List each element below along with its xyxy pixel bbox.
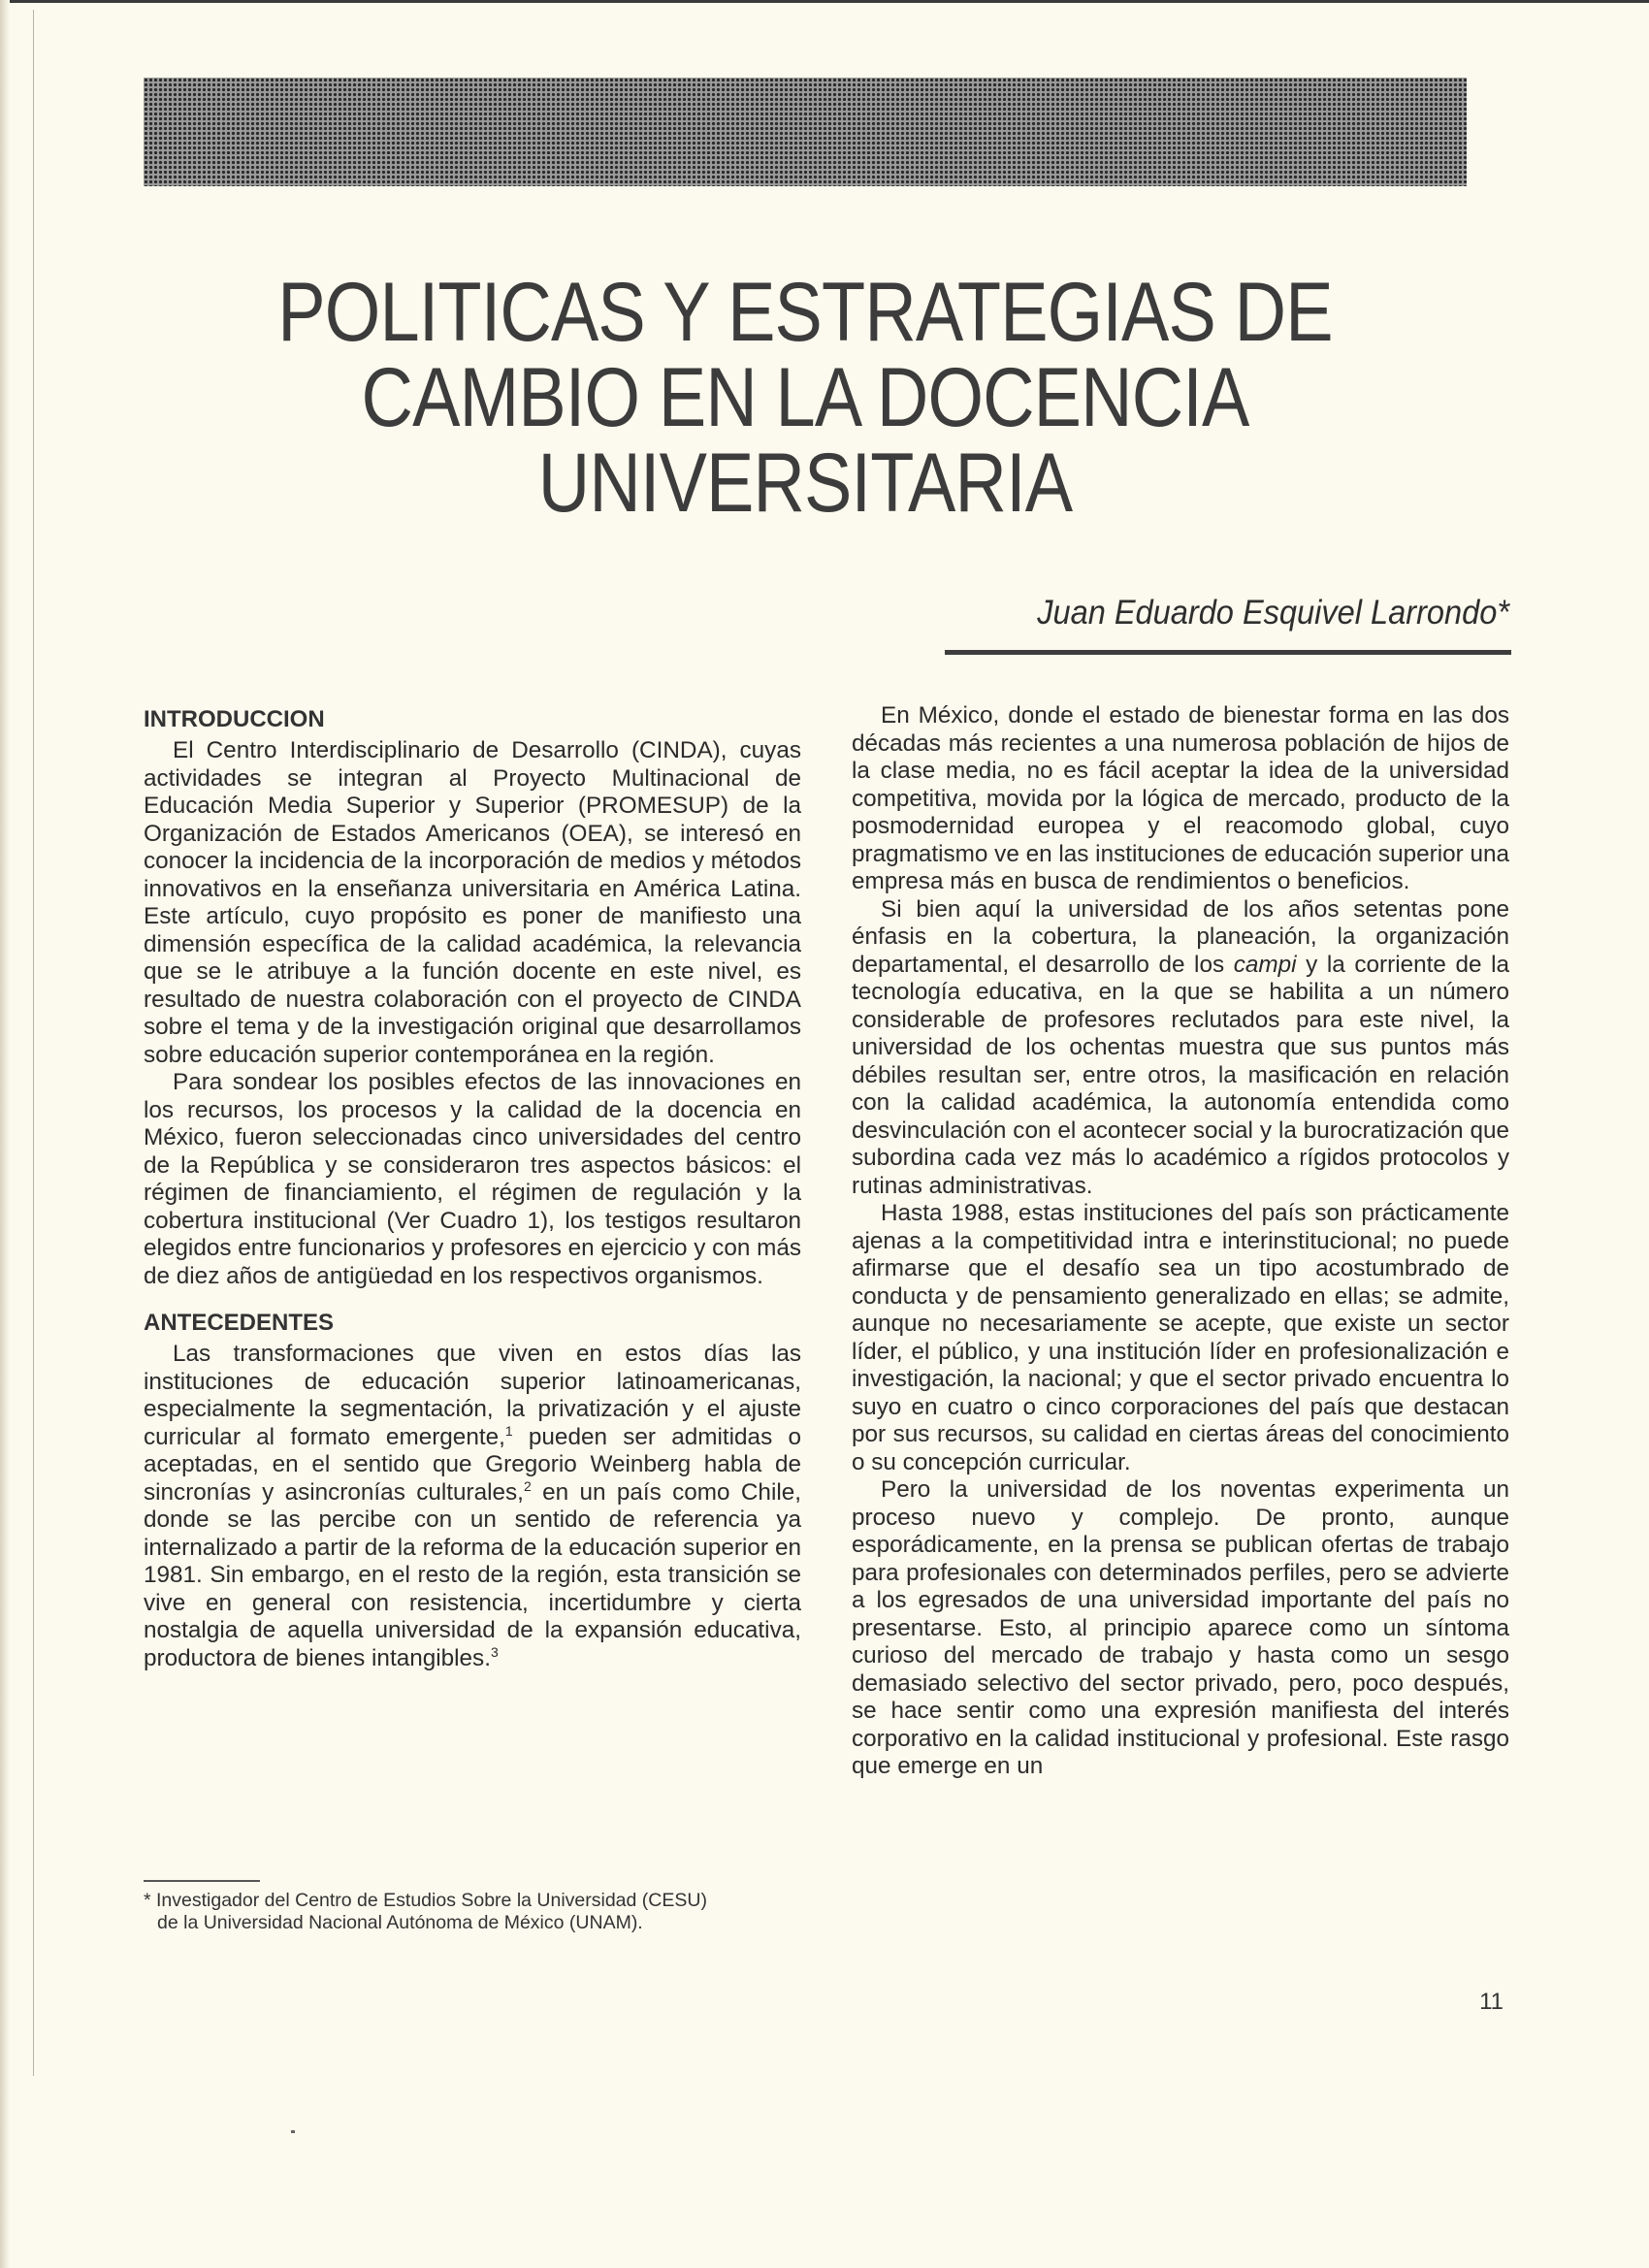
halftone-header-band	[144, 78, 1467, 186]
footnote-line-1: Investigador del Centro de Estudios Sobre la Universidad (CESU)	[150, 1890, 707, 1911]
page-edge-shadow	[0, 0, 10, 2268]
author-footnote	[144, 1890, 813, 1934]
paragraph: Pero la universidad de los noventas experimenta un proceso nuevo y complejo. De pronto, aunque esporádicamente, en la prensa se publican ofertas de trabajo para profesionales con determinados perfiles, pero se advierte a los egresados de una universidad importante del país no presentarse. Esto, al principio aparece como un síntoma curioso del mercado de trabajo y hasta como un sesgo demasiado selectivo del sector privado, pero, poco después, se hace sentir como una expresión manifiesta del interés corporativo en la calidad institucional y profesional. Este rasgo que emerge en un	[852, 1476, 1509, 1779]
italic-term: campi	[1233, 951, 1297, 978]
paragraph	[144, 1341, 801, 1672]
footnote-marker: *	[144, 1890, 151, 1911]
footnote-ref: 3	[490, 1643, 499, 1660]
footnote-line-2: de la Universidad Nacional Autónoma de México (UNAM).	[157, 1912, 643, 1933]
text-run: y la corriente de la tecnología educativa, en la que se habilita a un número considerable de profesores reclutados para este nivel, la universidad de los ochentas muestra que sus puntos más débiles resultan ser, entre otros, la masificación en relación con la calidad académica, la autonomía entendida como desvinculación con el acontecer social y la burocratización que subordina cada vez más lo académico a rígidos protocolos y rutinas administrativas.	[852, 951, 1509, 1199]
footnote-ref: 2	[523, 1477, 532, 1494]
paragraph: El Centro Interdisciplinario de Desarrollo (CINDA), cuyas actividades se integran al Proyecto Multinacional de Educación Media Superior y Superior (PROMESUP) de la Organización de Estados Americanos (OEA), se interesó en conocer la incidencia de la incorporación de medios y métodos innovativos en la enseñanza universitaria en América Latina. Este artículo, cuyo propósito es poner de manifiesto una dimensión específica de la calidad académica, la relevancia que se le atribuye a la función docente en este nivel, es resultado de nuestra colaboración con el proyecto de CINDA sobre el tema y de la investigación original que desarrollamos sobre educación superior contemporánea en la región.	[144, 737, 801, 1068]
title-line-1: POLITICAS Y ESTRATEGIAS DE	[277, 266, 1333, 359]
binding-line	[33, 10, 34, 2076]
section-heading-introduccion: INTRODUCCION	[144, 706, 325, 732]
title-line-2: CAMBIO EN LA DOCENCIA	[361, 351, 1249, 444]
author-name: Juan Eduardo Esquivel Larrondo*	[1037, 594, 1509, 632]
paragraph: Hasta 1988, estas instituciones del país son prácticamente ajenas a la competitividad intra e interinstitucional; no puede afirmarse que el desafío sea un tipo acostumbrado de conducta y de pensamiento generalizado en ellas; se admite, aunque no necesariamente se acepte, que existe un sector líder, el público, y una institución líder en profesionalización e investigación, la nacional; y que el sector privado encuentra lo suyo en cuatro o cinco corporaciones del país que destacan por sus recursos, su calidad en ciertas áreas del conocimiento o su concepción curricular.	[852, 1200, 1509, 1475]
left-column	[144, 702, 801, 1672]
paragraph: En México, donde el estado de bienestar forma en las dos décadas más recientes a una numerosa población de hijos de la clase media, no es fácil aceptar la idea de la universidad competitiva, movida por la lógica de mercado, producto de la posmodernidad europea y el reacomodo global, cuyo pragmatismo ve en las instituciones de educación superior una empresa más en busca de rendimientos o beneficios.	[852, 702, 1509, 894]
right-column	[852, 702, 1509, 1781]
page-number: 11	[1479, 1989, 1504, 2015]
author-rule	[945, 650, 1511, 655]
section-heading-antecedentes: ANTECEDENTES	[144, 1310, 335, 1336]
scan-speck	[291, 2130, 295, 2133]
page-top-edge	[0, 0, 1649, 3]
footnote-rule	[144, 1880, 260, 1882]
text-run: pueden ser admitidas o aceptadas, en el sentido que Gregorio Weinberg habla de sincronías y asincronías culturales,	[144, 1423, 801, 1506]
footnote-ref: 1	[504, 1422, 513, 1439]
title-line-3: UNIVERSITARIA	[537, 437, 1073, 530]
paragraph	[852, 896, 1509, 1201]
text-run: en un país como Chile, donde se las percibe con un sentido de referencia ya internalizado a partir de la reforma de la educación superior en 1981. Sin embargo, en el resto de la región, esta transición se vive en general con resistencia, incertidumbre y cierta nostalgia de aquella universidad de la expansión educativa, productora de bienes intangibles.	[144, 1478, 802, 1671]
article-title	[236, 266, 1374, 530]
text-run: Las transformaciones que viven en estos días las instituciones de educación superior latinoamericanas, especialmente la segmentación, la privatización y el ajuste curricular al formato emergente,	[144, 1341, 801, 1450]
text-run: Si bien aquí la universidad de los años setentas pone énfasis en la cobertura, la planeación, la organización departamental, el desarrollo de los	[852, 895, 1509, 978]
paragraph: Para sondear los posibles efectos de las innovaciones en los recursos, los procesos y la calidad de la docencia en México, fueron seleccionadas cinco universidades del centro de la República y se consideraron tres aspectos básicos: el régimen de financiamiento, el régimen de regulación y la cobertura institucional (Ver Cuadro 1), los testigos resultaron elegidos entre funcionarios y profesores en ejercicio y con más de diez años de antigüedad en los respectivos organismos.	[144, 1069, 801, 1289]
